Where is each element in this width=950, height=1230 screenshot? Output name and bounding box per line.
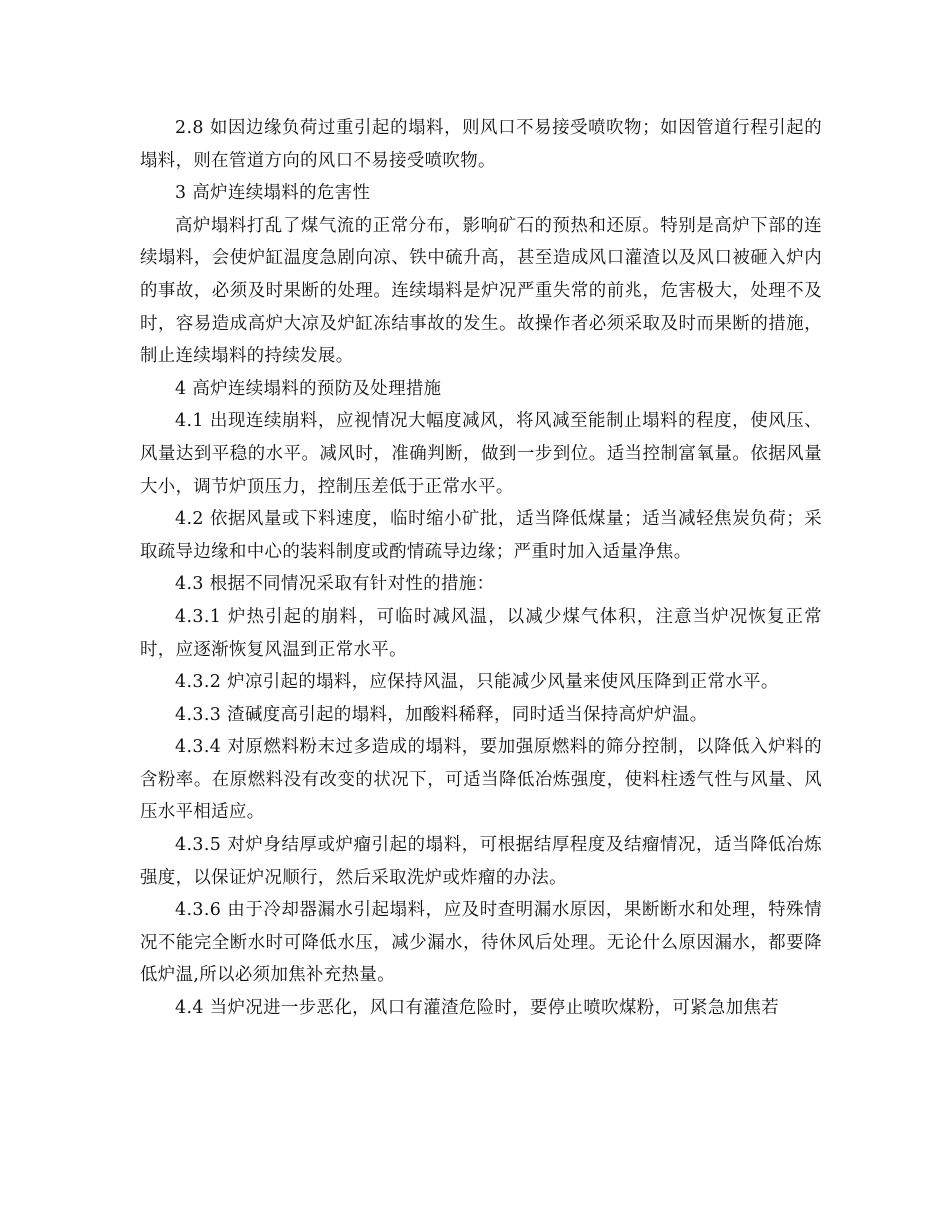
paragraph-4-3-6: 4.3.6 由于冷却器漏水引起塌料，应及时查明漏水原因，果断断水和处理，特殊情况不能完全断水时可降低水压，减少漏水，待休风后处理。无论什么原因漏水，都要降低炉温,所以必须加焦补充热量。 <box>140 900 822 986</box>
paragraph-4-3-5: 4.3.5 对炉身结厚或炉瘤引起的塌料，可根据结厚程度及结瘤情况，适当降低冶炼强度，以保证炉况顺行，然后采取洗炉或炸瘤的办法。 <box>140 835 822 888</box>
paragraph-4-3-1: 4.3.1 炉热引起的崩料，可临时减风温，以减少煤气体积，注意当炉况恢复正常时，应逐渐恢复风温到正常水平。 <box>140 606 822 660</box>
document-body <box>140 112 822 1025</box>
paragraph-2-8: 2.8 如因边缘负荷过重引起的塌料，则风口不易接受喷吹物；如因管道行程引起的塌料，则在管道方向的风口不易接受喷吹物。 <box>140 118 822 171</box>
paragraph-4-2: 4.2 依据风量或下料速度，临时缩小矿批，适当降低煤量；适当减轻焦炭负荷；采取疏导边缘和中心的装料制度或酌情疏导边缘；严重时加入适量净焦。 <box>140 509 822 562</box>
paragraph-4-3: 4.3 根据不同情况采取有针对性的措施： <box>175 574 495 595</box>
paragraph-4-3-2: 4.3.2 炉凉引起的塌料，应保持风温，只能减少风量来使风压降到正常水平。 <box>175 672 779 693</box>
section-heading-4: 4 高炉连续塌料的预防及处理措施 <box>175 378 442 399</box>
paragraph-4-3-4: 4.3.4 对原燃料粉末过多造成的塌料，要加强原燃料的筛分控制，以降低入炉料的含粉率。在原燃料没有改变的状况下，可适当降低冶炼强度，使料柱透气性与风量、风压水平相适应。 <box>140 737 822 823</box>
paragraph-4-1: 4.1 出现连续崩料，应视情况大幅度减风，将风减至能制止塌料的程度，使风压、风量达到平稳的水平。减风时，准确判断，做到一步到位。适当控制富氧量。依据风量大小，调节炉顶压力，控制压差低于正常水平。 <box>140 411 822 497</box>
paragraph-4-3-3: 4.3.3 渣碱度高引起的塌料，加酸料稀释，同时适当保持高炉炉温。 <box>175 704 708 725</box>
section-heading-3: 3 高炉连续塌料的危害性 <box>175 183 371 204</box>
paragraph-3-body: 高炉塌料打乱了煤气流的正常分布，影响矿石的预热和还原。特别是高炉下部的连续塌料，会使炉缸温度急剧向凉、铁中硫升高，甚至造成风口灌渣以及风口被砸入炉内的事故，必须及时果断的处理。连续塌料是炉况严重失常的前兆，危害极大，处理不及时，容易造成高炉大凉及炉缸冻结事故的发生。故操作者必须采取及时而果断的措施，制止连续塌料的持续发展。 <box>140 215 822 367</box>
paragraph-4-4: 4.4 当炉况进一步恶化，风口有灌渣危险时，要停止喷吹煤粉，可紧急加焦若 <box>175 998 780 1019</box>
